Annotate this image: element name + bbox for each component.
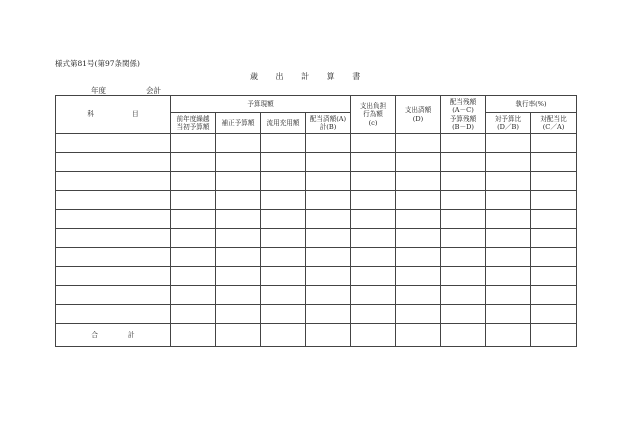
expenditure-table <box>55 95 577 347</box>
table-cell <box>216 229 261 248</box>
title-char-1: 歳 <box>250 72 258 81</box>
table-cell <box>261 134 306 153</box>
table-cell <box>261 324 306 347</box>
table-cell <box>351 229 396 248</box>
table-cell <box>486 191 531 210</box>
table-cell <box>56 305 171 324</box>
table-row <box>56 286 577 305</box>
table-cell <box>261 229 306 248</box>
table-cell <box>441 286 486 305</box>
table-row <box>56 153 577 172</box>
commitment-header-line1: 支出負担 <box>359 102 387 111</box>
execution-rate-group-header: 執行率(%) <box>486 96 577 113</box>
title-char-2: 出 <box>275 72 284 81</box>
table-cell <box>56 134 171 153</box>
table-row <box>56 248 577 267</box>
paid-header-line2: (D) <box>412 114 424 123</box>
remaining-header-line1: 配当残額 <box>449 98 477 107</box>
table-cell <box>396 172 441 191</box>
table-cell <box>351 248 396 267</box>
table-cell <box>531 153 577 172</box>
table-cell <box>441 191 486 210</box>
table-cell <box>216 191 261 210</box>
total-row <box>56 324 577 347</box>
table-cell <box>486 172 531 191</box>
table-cell <box>486 305 531 324</box>
table-cell <box>261 286 306 305</box>
table-cell <box>306 248 351 267</box>
table-cell <box>306 229 351 248</box>
vs-budget-ratio-header <box>486 113 531 134</box>
initial-budget-header <box>171 113 216 134</box>
table-cell <box>261 267 306 286</box>
commitment-header-line3: (c) <box>368 118 378 127</box>
table-cell <box>396 229 441 248</box>
table-cell <box>441 324 486 347</box>
allocated-total-header <box>306 113 351 134</box>
table-cell <box>171 324 216 347</box>
table-cell <box>261 172 306 191</box>
allocated-total-header-line2: 計(B) <box>319 123 337 131</box>
total-label <box>56 324 171 347</box>
table-cell <box>171 229 216 248</box>
table-cell <box>171 172 216 191</box>
table-cell <box>396 305 441 324</box>
table-cell <box>441 134 486 153</box>
table-cell <box>216 305 261 324</box>
table-cell <box>441 229 486 248</box>
table-cell <box>396 267 441 286</box>
table-cell <box>216 267 261 286</box>
table-cell <box>396 191 441 210</box>
budget-group-header: 予算現額 <box>171 96 351 113</box>
table-cell <box>396 134 441 153</box>
table-cell <box>396 324 441 347</box>
table-cell <box>306 267 351 286</box>
title-char-5: 書 <box>352 72 361 81</box>
table-cell <box>216 324 261 347</box>
table-cell <box>56 191 171 210</box>
table-row <box>56 134 577 153</box>
table-cell <box>56 153 171 172</box>
allocated-total-header-line1: 配当済額(A) <box>309 114 347 123</box>
supplementary-budget-header: 補正予算額 <box>216 113 261 134</box>
table-cell <box>56 229 171 248</box>
vs-budget-ratio-header-line2: (D／B) <box>497 123 519 131</box>
remaining-header <box>441 96 486 134</box>
table-cell <box>396 153 441 172</box>
paid-header <box>396 96 441 134</box>
table-cell <box>531 134 577 153</box>
table-cell <box>216 248 261 267</box>
table-cell <box>531 191 577 210</box>
table-cell <box>261 210 306 229</box>
subject-header-char-2: 目 <box>132 110 139 119</box>
table-cell <box>56 267 171 286</box>
table-cell <box>351 153 396 172</box>
table-cell <box>171 286 216 305</box>
total-label-char-2: 計 <box>128 330 135 339</box>
table-cell <box>306 191 351 210</box>
table-cell <box>531 210 577 229</box>
table-cell <box>216 153 261 172</box>
table-cell <box>441 248 486 267</box>
table-row <box>56 172 577 191</box>
table-row <box>56 210 577 229</box>
table-cell <box>351 191 396 210</box>
vs-allocation-ratio-header-line2: (C／A) <box>542 123 565 131</box>
total-label-char-1: 合 <box>91 330 98 339</box>
table-cell <box>486 229 531 248</box>
initial-budget-header-line2: 当初予算額 <box>176 123 210 131</box>
table-row <box>56 267 577 286</box>
table-cell <box>171 153 216 172</box>
account-label: 会計 <box>146 86 161 95</box>
table-row <box>56 229 577 248</box>
vs-budget-ratio-header-line1: 対予算比 <box>494 114 522 123</box>
table-cell <box>306 153 351 172</box>
table-cell <box>531 305 577 324</box>
table-cell <box>56 248 171 267</box>
fiscal-year-label: 年度 <box>91 86 106 95</box>
table-cell <box>56 286 171 305</box>
table-cell <box>441 172 486 191</box>
table-cell <box>531 229 577 248</box>
subject-header <box>56 96 171 134</box>
table-cell <box>306 286 351 305</box>
table-cell <box>171 305 216 324</box>
table-cell <box>306 324 351 347</box>
table-cell <box>351 134 396 153</box>
table-cell <box>351 210 396 229</box>
table-cell <box>396 210 441 229</box>
table-cell <box>396 248 441 267</box>
table-cell <box>216 210 261 229</box>
table-cell <box>486 134 531 153</box>
table-cell <box>216 172 261 191</box>
table-cell <box>531 248 577 267</box>
commitment-header <box>351 96 396 134</box>
table-cell <box>306 134 351 153</box>
remaining-header-line3: 予算残額 <box>449 114 477 123</box>
table-cell <box>171 134 216 153</box>
table-cell <box>216 286 261 305</box>
table-cell <box>441 267 486 286</box>
table-cell <box>306 210 351 229</box>
form-number: 様式第81号(第97条関係) <box>55 59 140 68</box>
table-cell <box>486 324 531 347</box>
table-cell <box>486 286 531 305</box>
commitment-header-line2: 行為額 <box>363 110 383 119</box>
table-cell <box>56 210 171 229</box>
table-cell <box>531 324 577 347</box>
table-cell <box>351 267 396 286</box>
table-cell <box>261 248 306 267</box>
table-cell <box>351 286 396 305</box>
vs-allocation-ratio-header-line1: 対配当比 <box>540 114 567 123</box>
table-cell <box>531 286 577 305</box>
document-title <box>250 71 375 82</box>
table-cell <box>306 172 351 191</box>
table-cell <box>441 153 486 172</box>
remaining-header-line4: (B－D) <box>452 122 474 131</box>
title-char-4: 算 <box>326 72 335 81</box>
initial-budget-header-line1: 前年度繰越 <box>176 114 210 123</box>
table-cell <box>486 210 531 229</box>
table-cell <box>261 305 306 324</box>
table-cell <box>351 324 396 347</box>
table-cell <box>216 134 261 153</box>
table-cell <box>351 172 396 191</box>
table-cell <box>56 172 171 191</box>
table-cell <box>396 286 441 305</box>
table-cell <box>486 153 531 172</box>
transfer-amount-header: 流用充用額 <box>261 113 306 134</box>
table-cell <box>486 248 531 267</box>
title-char-3: 計 <box>301 72 310 81</box>
table-cell <box>531 267 577 286</box>
subject-header-char-1: 科 <box>87 110 94 119</box>
table-cell <box>441 305 486 324</box>
remaining-header-line2: (A－C) <box>452 106 474 115</box>
paid-header-line1: 支出済額 <box>404 106 432 115</box>
table-row <box>56 305 577 324</box>
table-cell <box>441 210 486 229</box>
table-cell <box>171 210 216 229</box>
table-cell <box>261 153 306 172</box>
table-cell <box>351 305 396 324</box>
table-cell <box>261 191 306 210</box>
table-cell <box>531 172 577 191</box>
table-cell <box>171 248 216 267</box>
vs-allocation-ratio-header <box>531 113 577 134</box>
table-cell <box>486 267 531 286</box>
table-cell <box>306 305 351 324</box>
table-row <box>56 191 577 210</box>
table-cell <box>171 191 216 210</box>
table-cell <box>171 267 216 286</box>
